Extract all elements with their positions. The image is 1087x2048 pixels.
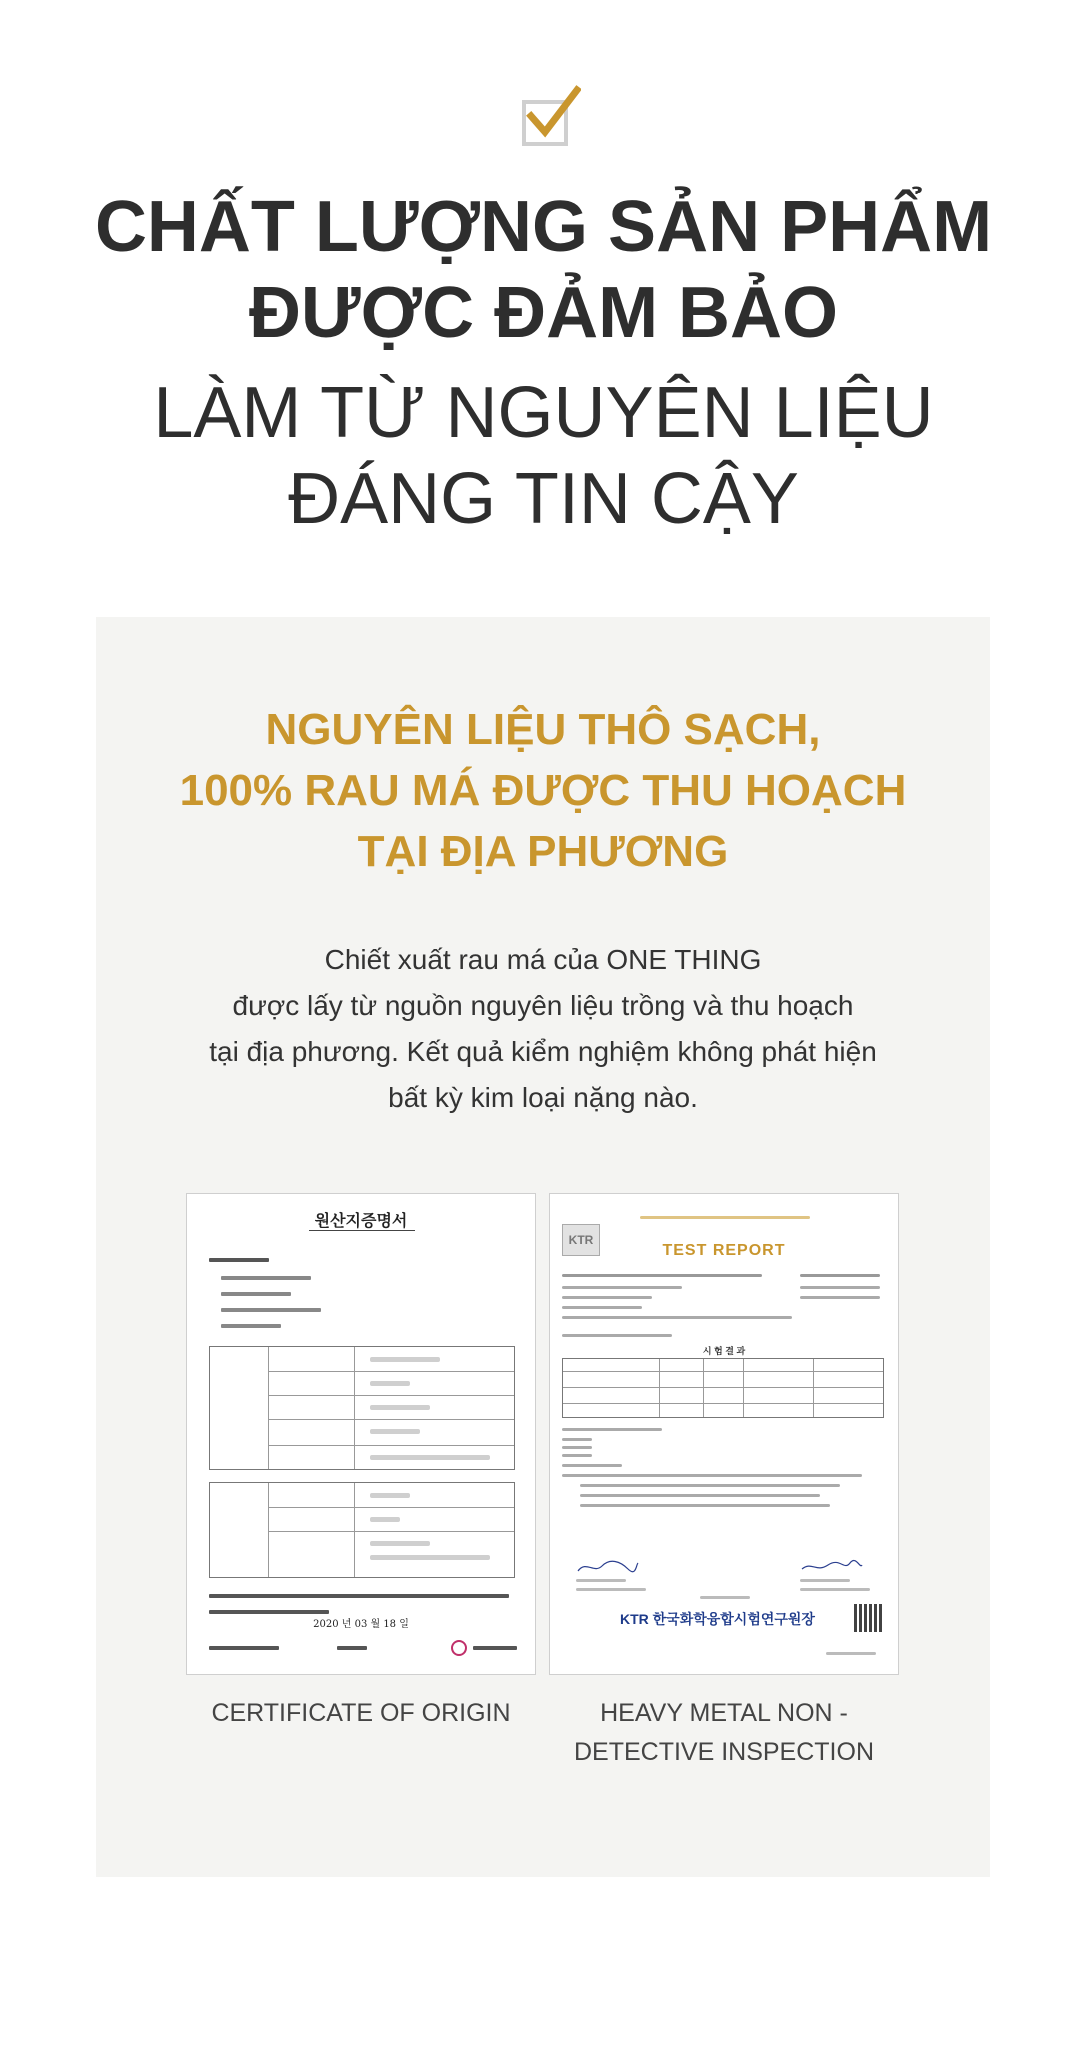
caption-line: HEAVY METAL NON -: [600, 1699, 848, 1727]
results-section-title: 시 험 결 과: [702, 1346, 746, 1356]
ingredient-panel: [96, 617, 990, 1877]
doc-text-line: [221, 1308, 321, 1312]
panel-subtitle-line-1: NGUYÊN LIỆU THÔ SẠCH,: [265, 705, 821, 754]
caption-certificate-of-origin: [171, 1694, 551, 1733]
description-line-4: bất kỳ kim loại nặng nào.: [388, 1082, 698, 1113]
description-line-1: Chiết xuất rau má của ONE THING: [324, 944, 762, 975]
ktr-badge: KTR: [562, 1224, 600, 1256]
test-report-image: [549, 1193, 899, 1675]
certificate-date: 2020 년 03 월 18 일: [313, 1619, 409, 1630]
results-table: [562, 1358, 884, 1418]
doc-text-line: [209, 1646, 279, 1650]
test-report-title: TEST REPORT: [662, 1242, 786, 1259]
doc-text-line: [221, 1324, 281, 1328]
caption-line: CERTIFICATE OF ORIGIN: [211, 1699, 511, 1727]
panel-description: [96, 937, 990, 1121]
doc-text-line: [209, 1594, 509, 1598]
supplier-table: [209, 1482, 515, 1578]
seal-stamp: [451, 1640, 467, 1656]
checkbox-check-icon: [521, 80, 581, 150]
caption-heavy-metal-inspection: [534, 1694, 914, 1772]
doc-text-line: [221, 1292, 291, 1296]
panel-subtitle: [96, 699, 990, 882]
qr-code-icon: [854, 1604, 882, 1632]
doc-text-line: [337, 1646, 367, 1650]
doc-header-line: [640, 1216, 810, 1219]
doc-text-line: [209, 1610, 329, 1614]
signature-right: [800, 1558, 864, 1576]
headline-line-1: CHẤT LƯỢNG SẢN PHẨM: [94, 187, 993, 267]
doc-text-line: [209, 1258, 269, 1262]
ktr-issuer: KTR 한국화학융합시험연구원장: [620, 1611, 815, 1627]
headline-line-2: ĐƯỢC ĐẢM BẢO: [248, 273, 839, 353]
description-line-3: tại địa phương. Kết quả kiểm nghiệm không phát hiện: [209, 1036, 877, 1067]
description-line-2: được lấy từ nguồn nguyên liệu trồng và thu hoạch: [232, 990, 854, 1021]
headline-line-3: LÀM TỪ NGUYÊN LIỆU: [153, 373, 934, 453]
doc-text-line: [473, 1646, 517, 1650]
headline-line-4: ĐÁNG TIN CẬY: [288, 459, 799, 539]
panel-subtitle-line-2: 100% RAU MÁ ĐƯỢC THU HOẠCH: [179, 766, 907, 815]
caption-line: DETECTIVE INSPECTION: [573, 1738, 875, 1766]
panel-subtitle-line-3: TẠI ĐỊA PHƯƠNG: [357, 827, 729, 876]
certificate-of-origin-image: [186, 1193, 536, 1675]
signature-left: [576, 1558, 640, 1576]
certificate-title: 원산지증명서: [314, 1211, 408, 1230]
producer-table: [209, 1346, 515, 1470]
title-underline: [309, 1230, 415, 1231]
doc-text-line: [221, 1276, 311, 1280]
